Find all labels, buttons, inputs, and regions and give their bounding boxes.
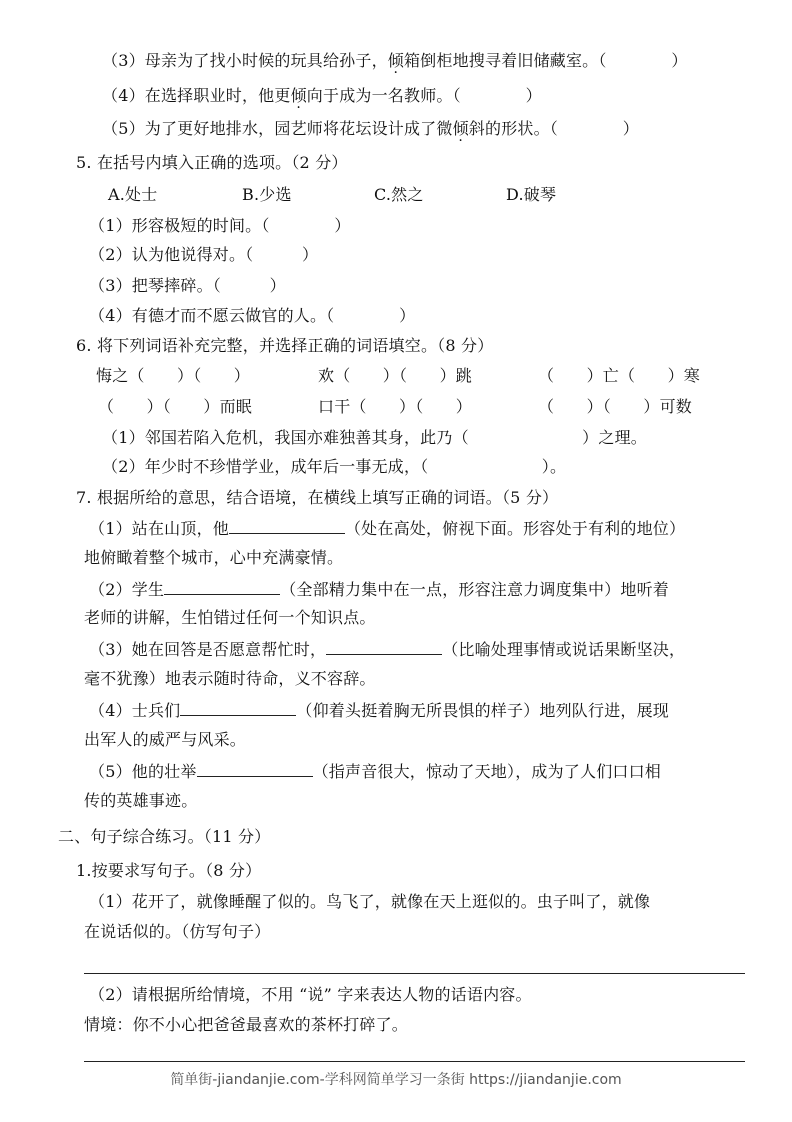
q6-word-6: （ ）（ ）可数	[538, 397, 693, 416]
s2-q1-line-b: 在说话似的。（仿写句子）	[84, 922, 271, 941]
q6-sentence-1: （1）邻国若陷入危机，我国亦难独善其身，此乃（ ）之理。	[102, 428, 647, 447]
q7-title: 7. 根据所给的意思，结合语境，在横线上填写正确的词语。（5 分）	[76, 488, 559, 507]
q7-item-5: （5）他的壮举 （指声音很大，惊动了天地），成为了人们口口相	[89, 762, 661, 781]
q7-item-1: （1）站在山顶，他 （处在高处，俯视下面。形容处于有利的地位）	[89, 519, 686, 538]
q6-word-1: 悔之（ ）（ ）	[96, 366, 251, 385]
section-2-title: 二、句子综合练习。（11 分）	[58, 827, 271, 846]
answer-blank[interactable]	[229, 517, 345, 534]
emphasis-char: 倾	[452, 119, 469, 138]
answer-blank[interactable]	[197, 760, 313, 777]
q7-item-4: （4）士兵们 （仰着头挺着胸无所畏惧的样子）地列队行进，展现	[89, 701, 669, 720]
s2-q2-line-b: 情境：你不小心把爸爸最喜欢的茶杯打碎了。	[84, 1015, 409, 1034]
q6-word-3: （ ）亡（ ）寒	[538, 366, 701, 385]
q4-item4: （4）在选择职业时，他更倾向于成为一名教师。（ ）	[102, 86, 542, 105]
answer-line-2[interactable]	[84, 1061, 745, 1062]
q6-title: 6. 将下列词语补充完整，并选择正确的词语填空。（8 分）	[76, 336, 494, 355]
footer-watermark: 简单街-jiandanjie.com-学科网简单学习一条街 https://jiandanjie.com	[170, 1072, 622, 1088]
q5-option-c: C.然之	[374, 185, 424, 204]
q7-item-4-cont: 出军人的威严与风采。	[84, 730, 247, 749]
q7-item-3: （3）她在回答是否愿意帮忙时， （比喻处理事情或说话果断坚决，	[89, 640, 686, 659]
q5-title: 5. 在括号内填入正确的选项。（2 分）	[76, 153, 348, 172]
emphasis-char: 倾	[387, 51, 404, 70]
q7-item-2-cont: 老师的讲解，生怕错过任何一个知识点。	[84, 608, 376, 627]
q7-item-5-cont: 传的英雄事迹。	[84, 791, 198, 810]
q5-item-3: （3）把琴摔碎。（ ）	[89, 276, 286, 295]
q6-word-2: 欢（ ）（ ）跳	[318, 366, 473, 385]
q7-item-2: （2）学生 （全部精力集中在一点，形容注意力调度集中）地听着	[89, 580, 669, 599]
q5-item-4: （4）有德才而不愿云做官的人。（ ）	[89, 306, 416, 325]
q5-option-d: D.破琴	[506, 185, 557, 204]
q5-item-1: （1）形容极短的时间。（ ）	[89, 216, 351, 235]
q5-item-2: （2）认为他说得对。（ ）	[89, 245, 319, 264]
q5-option-a: A.处士	[108, 185, 158, 204]
answer-blank[interactable]	[164, 578, 280, 595]
q6-sentence-2: （2）年少时不珍惜学业，成年后一事无成，（ ）。	[102, 457, 567, 476]
answer-blank[interactable]	[326, 638, 442, 655]
q5-option-b: B.少选	[242, 185, 292, 204]
emphasis-char: 倾	[290, 86, 307, 105]
q7-item-3-cont: 毫不犹豫）地表示随时待命，义不容辞。	[84, 669, 376, 688]
answer-blank[interactable]	[180, 699, 296, 716]
s2-q1-line-a: （1）花开了，就像睡醒了似的。鸟飞了，就像在天上逛似的。虫子叫了，就像	[89, 892, 651, 911]
s2-q2-line-a: （2）请根据所给情境，不用 “说” 字来表达人物的话语内容。	[89, 985, 532, 1004]
q6-word-5: 口干（ ）（ ）	[318, 397, 473, 416]
s2-q1-title: 1.按要求写句子。（8 分）	[76, 861, 262, 880]
q4-item3: （3）母亲为了找小时候的玩具给孙子，倾箱倒柜地搜寻着旧储藏室。（ ）	[102, 51, 688, 70]
q6-word-4: （ ）（ ）而眠	[98, 397, 253, 416]
q4-item5: （5）为了更好地排水，园艺师将花坛设计成了微倾斜的形状。（ ）	[102, 119, 639, 138]
answer-line-1[interactable]	[84, 973, 745, 974]
q7-item-1-cont: 地俯瞰着整个城市，心中充满豪情。	[84, 548, 344, 567]
